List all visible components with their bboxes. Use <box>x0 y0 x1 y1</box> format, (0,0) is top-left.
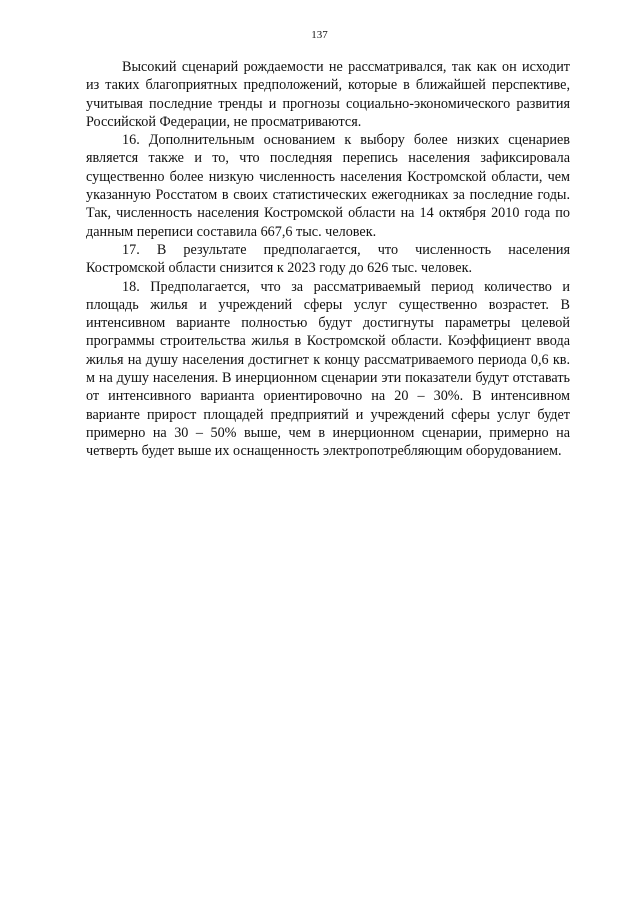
page-number: 137 <box>311 29 328 41</box>
document-body <box>86 58 570 461</box>
paragraph-17-population-forecast: 17. В результате предполагается, что численность населения Костромской области снизится к 2023 году до 626 тыс. человек. <box>86 241 570 277</box>
paragraph-16-census: 16. Дополнительным основанием к выбору более низких сценариев является также и то, что последняя перепись населения зафиксировала существенно более низкую численность населения Костромской области, чем указанную Росстатом в своих статистических ежегодниках за последние годы. Так, численность населения Костромской области на 14 октября 2010 года по данным переписи составила 667,6 тыс. человек. <box>86 132 570 240</box>
paragraph-18-housing-services: 18. Предполагается, что за рассматриваемый период количество и площадь жилья и учреждений сферы услуг существенно возрастет. В интенсивном варианте полностью будут достигнуты параметры целевой программы строительства жилья в Костромской области. Коэффициент ввода жилья на душу населения достигнет к концу рассматриваемого периода 0,6 кв. м на душу населения. В инерционном сценарии эти показатели будут отставать от интенсивного варианта ориентировочно на 20 – 30%. В интенсивном варианте прирост площадей предприятий и учреждений сферы услуг будет примерно на 30 – 50% выше, чем в инерционном сценарии, примерно на четверть будет выше их оснащенность электропотребляющим оборудованием. <box>86 278 570 460</box>
paragraph-birth-rate-scenario: Высокий сценарий рождаемости не рассматривался, так как он исходит из таких благоприятных предположений, которые в ближайшей перспективе, учитывая последние тренды и прогнозы социально-экономического развития Российской Федерации, не просматриваются. <box>86 59 570 130</box>
